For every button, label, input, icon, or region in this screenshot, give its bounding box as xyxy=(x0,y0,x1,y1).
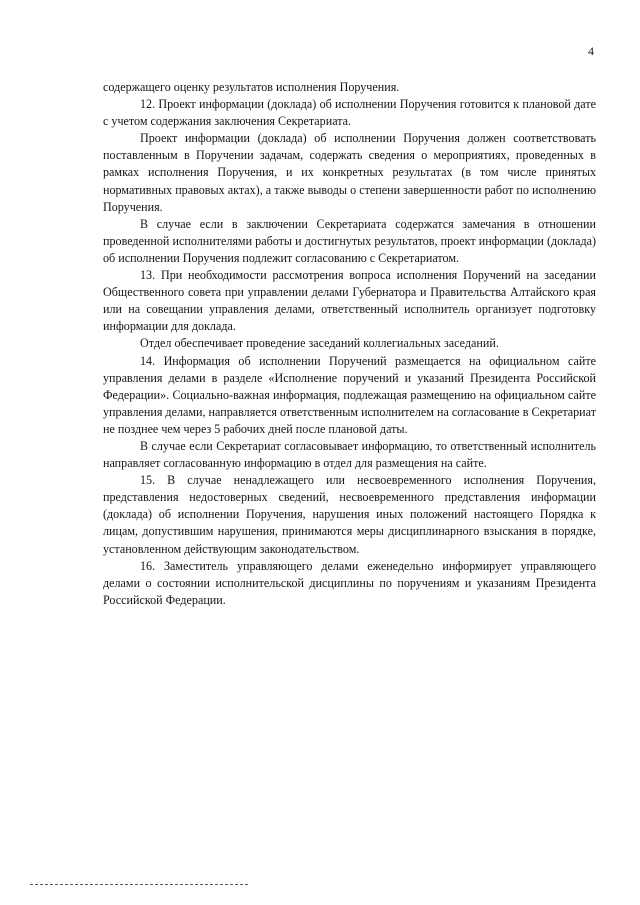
paragraph-12: 12. Проект информации (доклада) об исполнении Поручения готовится к плановой дате с учетом содержания заключения Секретариата. xyxy=(103,97,596,129)
paragraph-15: 15. В случае ненадлежащего или несвоевременного исполнения Поручения, представления недостоверных сведений, несвоевременного представления информации (доклада) об исполнении Поручения, нарушения иных положений настоящего Порядка к лицам, допустившим нарушения, принимаются меры дисциплинарного взыскания в порядке, установленном действующим законодательством. xyxy=(103,473,596,556)
footer-divider xyxy=(30,884,248,885)
paragraph-13: 13. При необходимости рассмотрения вопроса исполнения Поручений на заседании Общественного совета при управлении делами Губернатора и Правительства Алтайского края или на совещании управления делами, ответственный исполнитель организует подготовку информации для доклада. xyxy=(103,268,596,334)
paragraph-12-requirements: Проект информации (доклада) об исполнении Поручения должен соответствовать поставленным в Поручении задачам, содержать сведения о мероприятиях, проведенных в рамках исполнения Поручения, и их конкретных результатах (в том числе принятых нормативных правовых актах), а также выводы о степени завершенности работ по исполнению Поручения. xyxy=(103,131,596,214)
document-body xyxy=(103,79,596,609)
paragraph-14: 14. Информация об исполнении Поручений размещается на официальном сайте управления делами в разделе «Исполнение поручений и указаний Президента Российской Федерации». Социально-важная информация, подлежащая размещению на официальном сайте управления делами, направляется ответственным исполнителем на согласование в Секретариат не позднее чем через 5 рабочих дней после плановой даты. xyxy=(103,353,596,436)
page-number: 4 xyxy=(588,44,594,58)
paragraph-16: 16. Заместитель управляющего делами еженедельно информирует управляющего делами о состоянии исполнительской дисциплины по поручениям и указаниям Президента Российской Федерации. xyxy=(103,558,596,607)
paragraph-13-meetings: Отдел обеспечивает проведение заседаний коллегиальных заседаний. xyxy=(140,336,499,351)
paragraph-12-remarks: В случае если в заключении Секретариата содержатся замечания в отношении проведенной исполнителями работы и достигнутых результатов, проект информации (доклада) об исполнении Поручения подлежит согласованию с Секретариатом. xyxy=(103,216,596,265)
paragraph-continuation: содержащего оценку результатов исполнения Поручения. xyxy=(103,80,400,94)
paragraph-14-approval: В случае если Секретариат согласовывает информацию, то ответственный исполнитель направляет согласованную информацию в отдел для размещения на сайте. xyxy=(103,438,596,471)
